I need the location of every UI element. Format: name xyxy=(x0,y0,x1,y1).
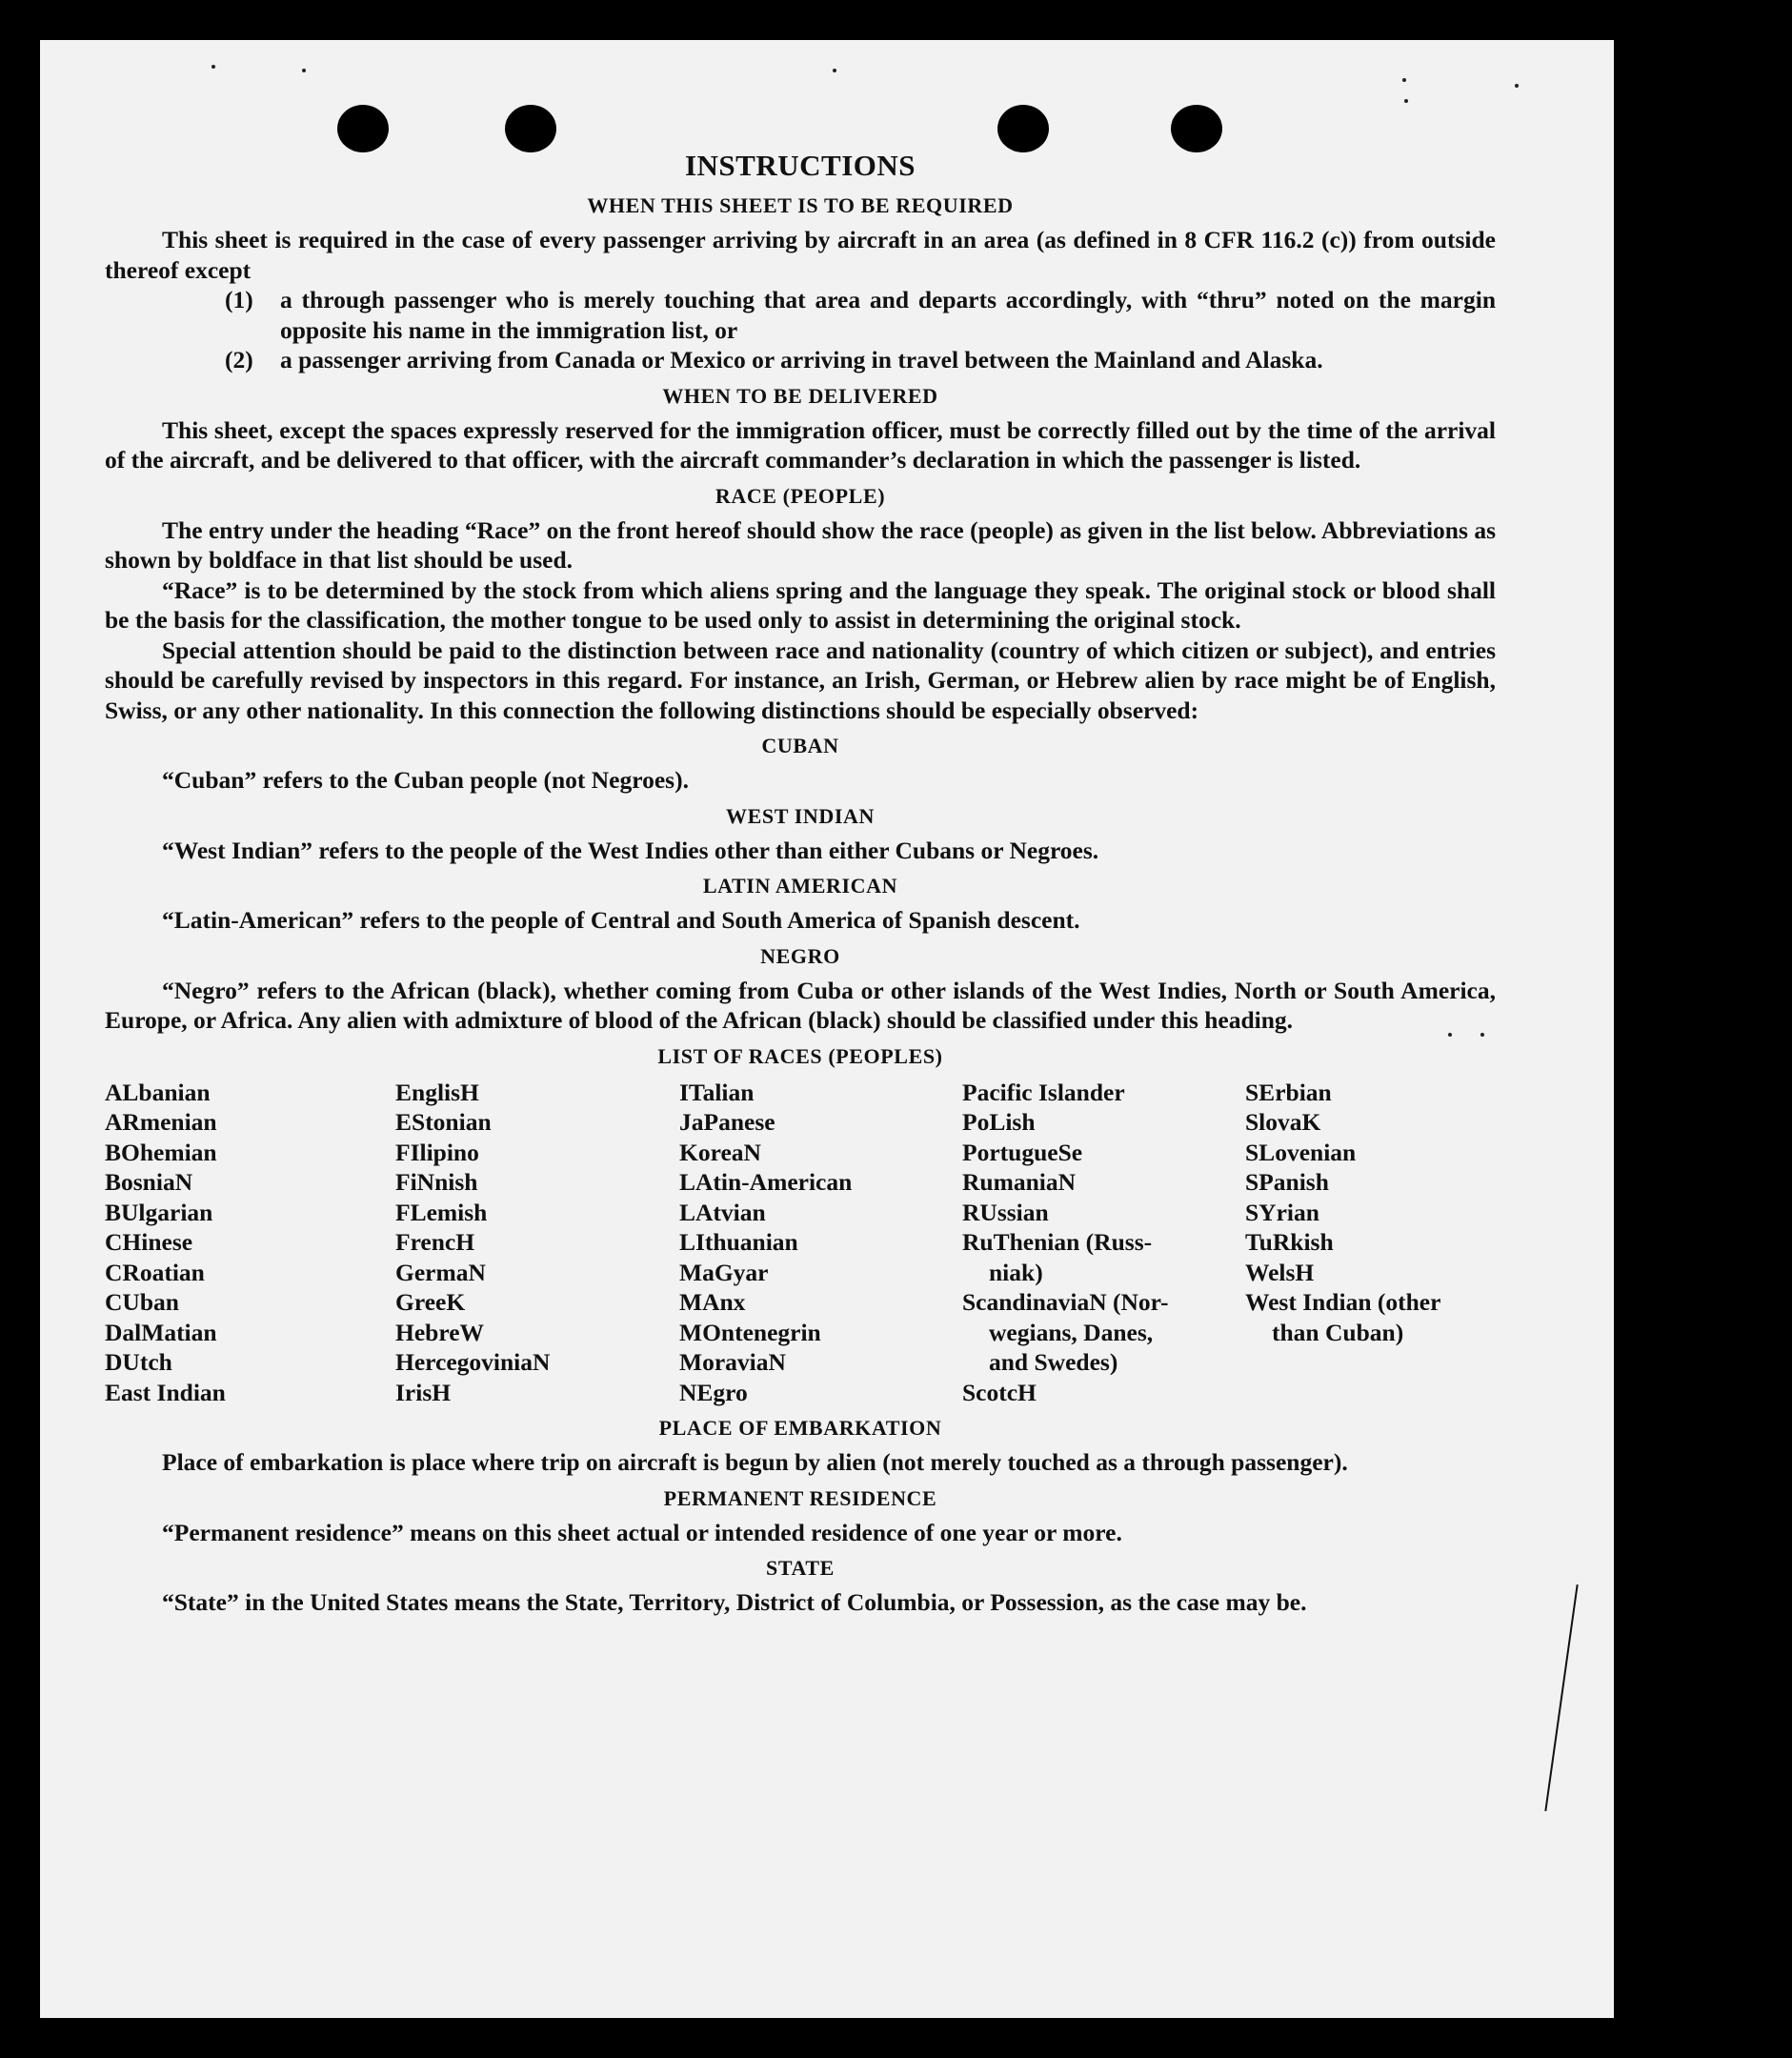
race-entry: GermaN xyxy=(395,1258,486,1286)
latin-american-text: “Latin-American” refers to the people of Central and South America of Spanish descent. xyxy=(162,906,1080,934)
race-entry: MAnx xyxy=(679,1288,746,1316)
race-entry: MOntenegrin xyxy=(679,1318,821,1346)
binder-hole-3 xyxy=(997,105,1049,152)
race-entry: PoLish xyxy=(962,1108,1036,1136)
state-text: “State” in the United States means the State, Territory, District of Columbia, or Possession, as the case may be. xyxy=(162,1588,1307,1616)
races-column-3 xyxy=(679,1078,962,1408)
race-entry: LAtin-American xyxy=(679,1168,853,1196)
race-entry: RuThenian (Russ- xyxy=(962,1228,1153,1256)
race-entry: TuRkish xyxy=(1245,1228,1334,1256)
heading-required: WHEN THIS SHEET IS TO BE REQUIRED xyxy=(587,193,1014,217)
race-entry: SLovenian xyxy=(1245,1138,1357,1166)
race-entry: ARmenian xyxy=(105,1108,217,1136)
race-entry: LAtvian xyxy=(679,1198,766,1226)
scan-speck xyxy=(1404,99,1408,103)
race-entry: SPanish xyxy=(1245,1168,1329,1196)
cuban-text: “Cuban” refers to the Cuban people (not Negroes). xyxy=(162,766,689,794)
race-entry: EnglisH xyxy=(395,1078,479,1106)
heading-embarkation: PLACE OF EMBARKATION xyxy=(658,1416,942,1440)
race-entry: MaGyar xyxy=(679,1258,769,1286)
heading-negro: NEGRO xyxy=(760,943,840,968)
binder-hole-4 xyxy=(1171,105,1222,152)
binder-hole-2 xyxy=(505,105,556,152)
race-entry: SErbian xyxy=(1245,1078,1332,1106)
race-entry-continued: niak) xyxy=(989,1258,1043,1286)
race-entry: DalMatian xyxy=(105,1318,217,1346)
race-entry: BOhemian xyxy=(105,1138,217,1166)
race-entry: KoreaN xyxy=(679,1138,761,1166)
race-entry: MoraviaN xyxy=(679,1348,786,1376)
binder-hole-1 xyxy=(337,105,389,152)
race-entry: Pacific Islander xyxy=(962,1078,1125,1106)
race-entry: ITalian xyxy=(679,1078,755,1106)
scan-speck xyxy=(1515,84,1519,88)
race-entry: HebreW xyxy=(395,1318,485,1346)
list-item xyxy=(225,285,1496,345)
race-entry: ScotcH xyxy=(962,1378,1037,1406)
races-column-1 xyxy=(105,1078,395,1408)
race-entry: HercegoviniaN xyxy=(395,1348,551,1376)
race-entry: DUtch xyxy=(105,1348,172,1376)
required-intro: This sheet is required in the case of every passenger arriving by aircraft in an area (as defined in 8 CFR 116.2 (c)) from outside thereof except xyxy=(105,226,1496,284)
race-entry: GreeK xyxy=(395,1288,466,1316)
race-paragraph: “Race” is to be determined by the stock from which aliens spring and the language they speak. The original stock or blood shall be the basis for the classification, the mother tongue to be used only to assist in determining the original stock. xyxy=(105,575,1496,634)
race-entry: East Indian xyxy=(105,1378,226,1406)
race-entry: JaPanese xyxy=(679,1108,775,1136)
races-list xyxy=(105,1078,1496,1408)
item-number: (1) xyxy=(225,286,253,313)
document-page xyxy=(40,40,1614,2018)
margin-mark xyxy=(1544,1584,1578,1811)
race-entry: RUssian xyxy=(962,1198,1049,1226)
race-entry-continued: and Swedes) xyxy=(989,1348,1118,1376)
item-text: a through passenger who is merely touching that area and departs accordingly, with “thru” noted on the margin opposite his name in the immigration list, or xyxy=(280,286,1496,344)
west-indian-text: “West Indian” refers to the people of the West Indies other than either Cubans or Negroes. xyxy=(162,836,1099,864)
page-title: INSTRUCTIONS xyxy=(684,149,916,182)
race-paragraph: Special attention should be paid to the distinction between race and nationality (country of which citizen or subject), and entries should be carefully revised by inspectors in this regard. For instance, an Irish, German, or Hebrew alien by race might be of English, Swiss, or any other nationality. In this connection the following distinctions should be especially observed: xyxy=(105,636,1496,724)
race-entry: West Indian (other xyxy=(1245,1288,1441,1316)
heading-race: RACE (PEOPLE) xyxy=(715,483,886,508)
heading-state: STATE xyxy=(766,1556,835,1580)
negro-text: “Negro” refers to the African (black), whether coming from Cuba or other islands of the West Indies, North or South America, Europe, or Africa. Any alien with admixture of blood of the African (black) should be classified under this heading. xyxy=(105,976,1496,1034)
race-entry: FrencH xyxy=(395,1228,475,1256)
race-entry: CHinese xyxy=(105,1228,193,1256)
residence-text: “Permanent residence” means on this sheet actual or intended residence of one year or more. xyxy=(162,1518,1122,1546)
embarkation-text: Place of embarkation is place where trip on aircraft is begun by alien (not merely touched as a through passenger). xyxy=(162,1448,1348,1476)
heading-delivered: WHEN TO BE DELIVERED xyxy=(662,383,938,408)
race-entry: EStonian xyxy=(395,1108,492,1136)
race-entry: BUlgarian xyxy=(105,1198,213,1226)
race-entry: ScandinaviaN (Nor- xyxy=(962,1288,1169,1316)
scan-speck xyxy=(833,69,836,72)
race-entry-continued: than Cuban) xyxy=(1272,1318,1404,1346)
race-entry: LIthuanian xyxy=(679,1228,798,1256)
race-entry: FiNnish xyxy=(395,1168,478,1196)
race-entry: SlovaK xyxy=(1245,1108,1321,1136)
race-paragraph: The entry under the heading “Race” on the front hereof should show the race (people) as given in the list below. Abbreviations as shown by boldface in that list should be used. xyxy=(105,515,1496,574)
scan-speck xyxy=(302,69,306,72)
list-item xyxy=(225,345,1496,375)
instructions-content xyxy=(105,147,1496,1618)
race-entry: FLemish xyxy=(395,1198,488,1226)
races-column-2 xyxy=(395,1078,679,1408)
race-entry-continued: wegians, Danes, xyxy=(989,1318,1154,1346)
race-entry: SYrian xyxy=(1245,1198,1319,1226)
race-entry: BosniaN xyxy=(105,1168,193,1196)
race-entry: CRoatian xyxy=(105,1258,205,1286)
race-entry: FIlipino xyxy=(395,1138,479,1166)
scan-speck xyxy=(1402,78,1406,82)
race-entry: PortugueSe xyxy=(962,1138,1083,1166)
heading-list-of-races: LIST OF RACES (PEOPLES) xyxy=(657,1043,943,1068)
race-entry: NEgro xyxy=(679,1378,748,1406)
race-entry: ALbanian xyxy=(105,1078,211,1106)
item-text: a passenger arriving from Canada or Mexico or arriving in travel between the Mainland and Alaska. xyxy=(280,346,1323,373)
item-number: (2) xyxy=(225,346,253,373)
scan-speck xyxy=(211,65,215,69)
heading-cuban: CUBAN xyxy=(761,734,839,757)
heading-latin-american: LATIN AMERICAN xyxy=(702,874,898,898)
heading-residence: PERMANENT RESIDENCE xyxy=(663,1485,937,1510)
race-entry: CUban xyxy=(105,1288,179,1316)
race-entry: WelsH xyxy=(1245,1258,1315,1286)
heading-west-indian: WEST INDIAN xyxy=(726,803,875,828)
delivered-text: This sheet, except the spaces expressly reserved for the immigration officer, must be correctly filled out by the time of the arrival of the aircraft, and be delivered to that officer, with the aircraft commander’s declaration in which the passenger is listed. xyxy=(105,415,1496,474)
races-column-5 xyxy=(1245,1078,1496,1408)
race-entry: IrisH xyxy=(395,1378,452,1406)
races-column-4 xyxy=(962,1078,1245,1408)
race-entry: RumaniaN xyxy=(962,1168,1077,1196)
